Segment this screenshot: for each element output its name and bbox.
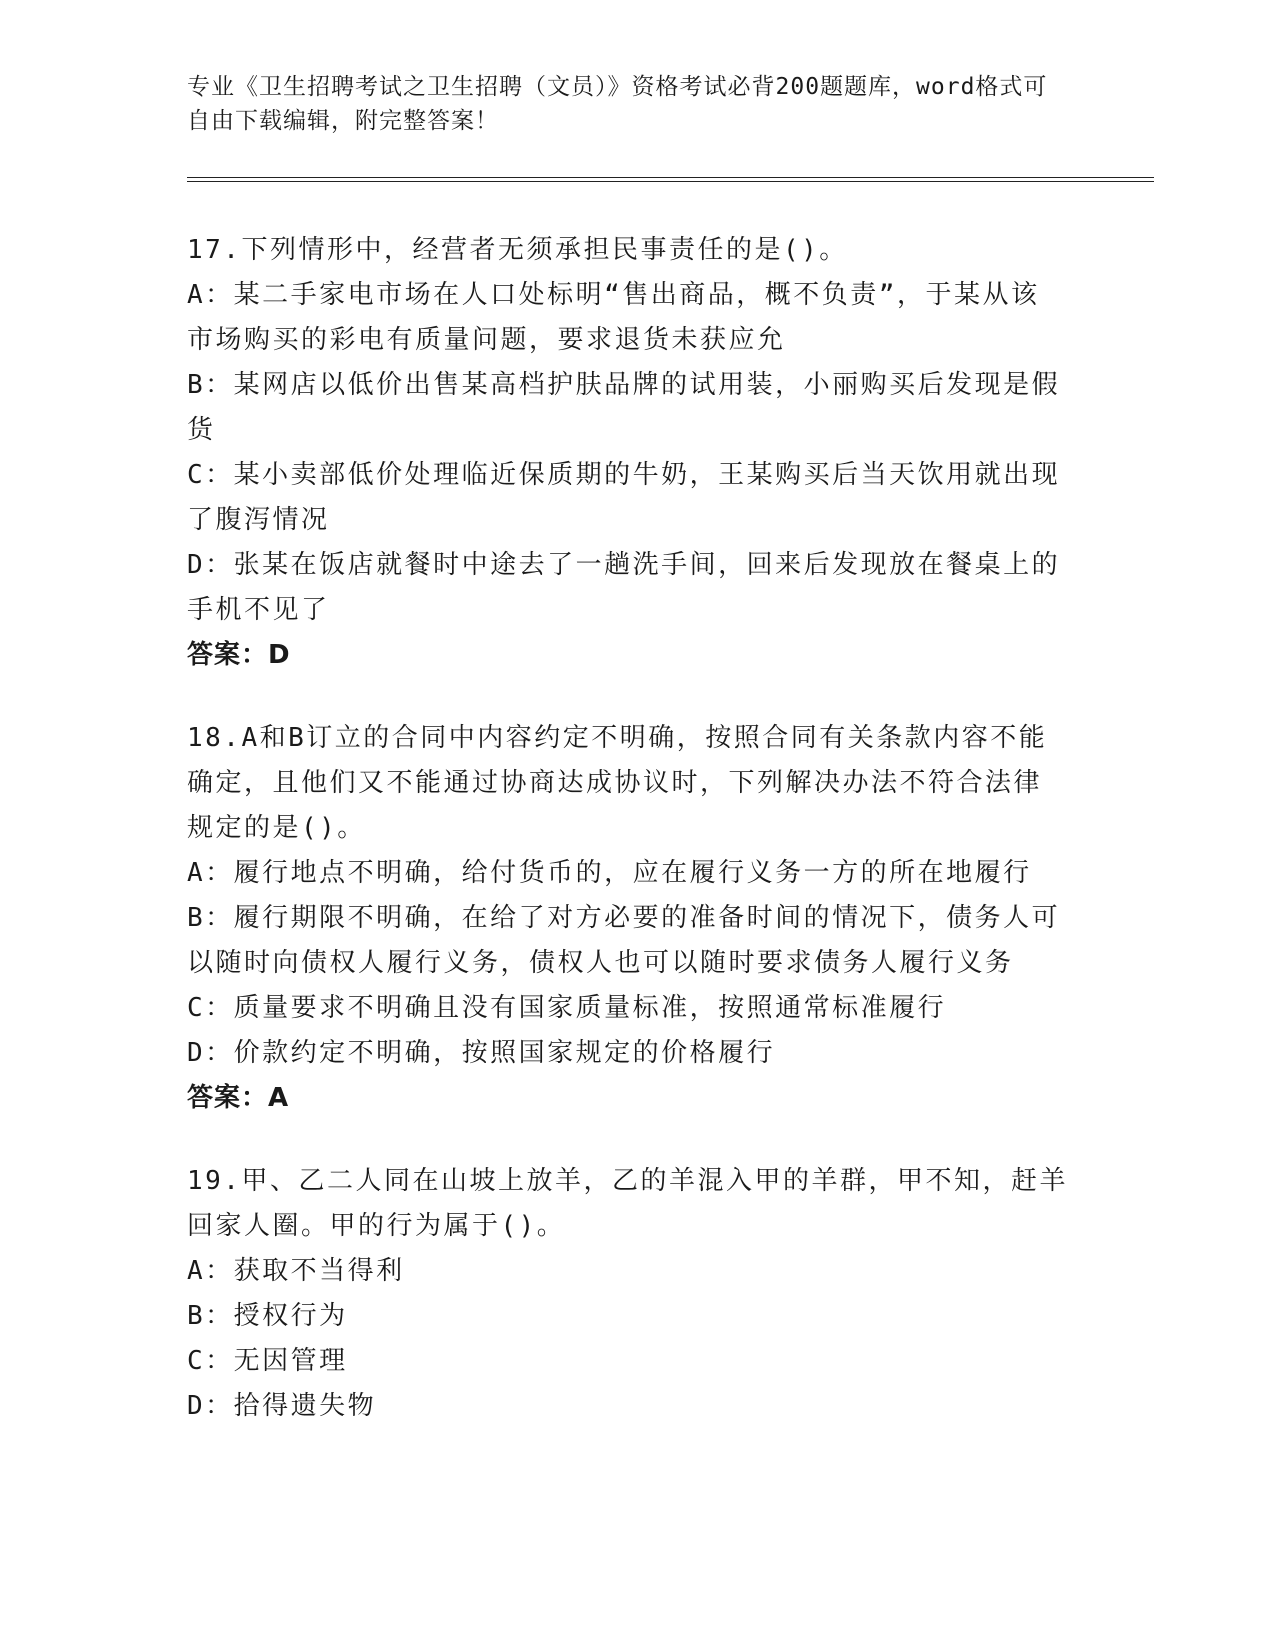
option-line: 以随时向债权人履行义务，债权人也可以随时要求债务人履行义务 <box>187 948 1014 978</box>
option-d <box>187 1031 1087 1076</box>
option-c <box>187 1339 1087 1384</box>
answer-label: 答案：D <box>187 640 291 670</box>
question-stem: 回家人圈。甲的行为属于()。 <box>187 1211 566 1241</box>
option-line: 了腹泻情况 <box>187 505 330 535</box>
option-line: 货 <box>187 415 216 445</box>
question-stem: 18.A和B订立的合同中内容约定不明确，按照合同有关条款内容不能 <box>187 723 1048 753</box>
option-line: A：获取不当得利 <box>187 1256 405 1286</box>
option-line: D：张某在饭店就餐时中途去了一趟洗手间，回来后发现放在餐桌上的 <box>187 550 1061 580</box>
option-line: D：价款约定不明确，按照国家规定的价格履行 <box>187 1038 776 1068</box>
option-b <box>187 1294 1087 1339</box>
question-19 <box>187 1159 1087 1429</box>
question-18 <box>187 716 1087 1121</box>
option-c <box>187 453 1087 543</box>
option-line: D：拾得遗失物 <box>187 1391 377 1421</box>
option-line: 手机不见了 <box>187 595 330 625</box>
answer-label: 答案：A <box>187 1083 290 1113</box>
question-17 <box>187 228 1087 678</box>
question-stem: 19.甲、乙二人同在山坡上放羊，乙的羊混入甲的羊群，甲不知，赶羊 <box>187 1166 1068 1196</box>
question-stem: 确定，且他们又不能通过协商达成协议时，下列解决办法不符合法律 <box>187 768 1043 798</box>
option-c <box>187 986 1087 1031</box>
document-intro: 专业《卫生招聘考试之卫生招聘（文员）》资格考试必背200题题库，word格式可自由下载编辑，附完整答案！ <box>187 74 1048 134</box>
option-a <box>187 273 1087 363</box>
option-a <box>187 1249 1087 1294</box>
option-line: C：某小卖部低价处理临近保质期的牛奶，王某购买后当天饮用就出现 <box>187 460 1061 490</box>
option-a <box>187 851 1087 896</box>
question-list <box>187 228 1087 1467</box>
option-line: 市场购买的彩电有质量问题，要求退货未获应允 <box>187 325 786 355</box>
option-line: A：某二手家电市场在人口处标明“售出商品，概不负责”，于某从该 <box>187 280 1040 310</box>
option-line: B：某网店以低价出售某高档护肤品牌的试用装，小丽购买后发现是假 <box>187 370 1061 400</box>
option-line: A：履行地点不明确，给付货币的，应在履行义务一方的所在地履行 <box>187 858 1032 888</box>
option-line: C：无因管理 <box>187 1346 348 1376</box>
option-line: B：授权行为 <box>187 1301 348 1331</box>
question-stem: 17.下列情形中，经营者无须承担民事责任的是()。 <box>187 235 848 265</box>
option-line: B：履行期限不明确，在给了对方必要的准备时间的情况下，债务人可 <box>187 903 1061 933</box>
option-b <box>187 896 1087 986</box>
option-line: C：质量要求不明确且没有国家质量标准，按照通常标准履行 <box>187 993 947 1023</box>
option-d <box>187 1384 1087 1429</box>
question-stem: 规定的是()。 <box>187 813 366 843</box>
double-divider <box>187 177 1154 182</box>
option-b <box>187 363 1087 453</box>
option-d <box>187 543 1087 633</box>
